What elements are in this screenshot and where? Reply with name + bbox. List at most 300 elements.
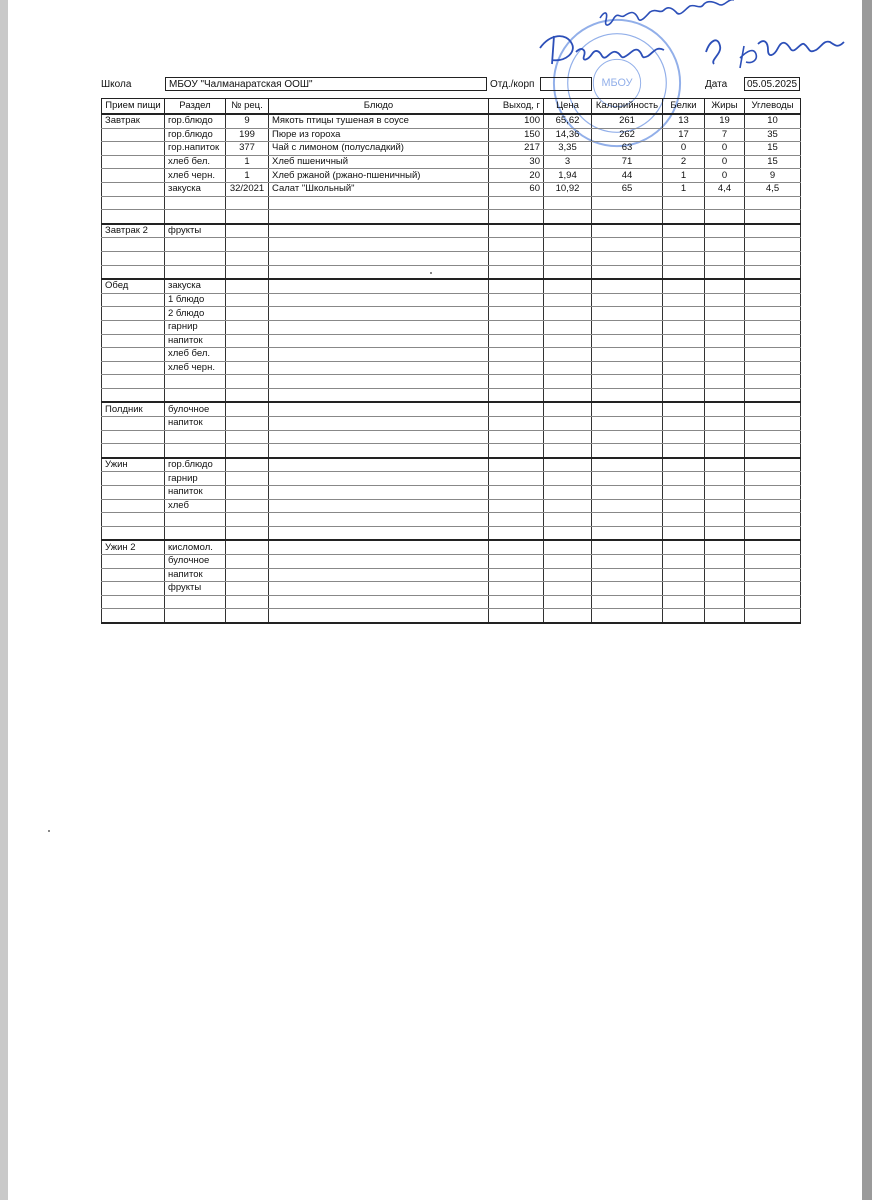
fat-cell: 0 (705, 155, 745, 169)
output-cell (489, 555, 544, 569)
meal-name-cell (102, 307, 165, 321)
section-cell: закуска (165, 182, 226, 196)
price-cell (544, 265, 592, 279)
table-row (102, 582, 801, 596)
calories-cell (592, 279, 663, 293)
protein-cell (663, 417, 705, 431)
table-row (102, 265, 801, 279)
protein-cell (663, 540, 705, 554)
calories-cell (592, 417, 663, 431)
calories-cell (592, 526, 663, 540)
protein-cell: 2 (663, 155, 705, 169)
section-cell: закуска (165, 279, 226, 293)
output-cell (489, 499, 544, 513)
fat-cell (705, 526, 745, 540)
price-cell (544, 307, 592, 321)
dish-cell (269, 293, 489, 307)
price-cell (544, 486, 592, 500)
carbs-cell (745, 526, 801, 540)
carbs-cell (745, 251, 801, 265)
fat-cell (705, 361, 745, 375)
calories-cell (592, 375, 663, 389)
carbs-cell (745, 582, 801, 596)
output-cell (489, 238, 544, 252)
meal-name-cell (102, 128, 165, 142)
table-row (102, 513, 801, 527)
carbs-cell (745, 595, 801, 609)
calories-cell (592, 293, 663, 307)
table-row (102, 458, 801, 472)
table-row (102, 499, 801, 513)
price-cell (544, 458, 592, 472)
table-row (102, 568, 801, 582)
carbs-cell (745, 279, 801, 293)
table-row (102, 526, 801, 540)
protein-cell (663, 361, 705, 375)
output-cell (489, 472, 544, 486)
section-cell: гарнир (165, 320, 226, 334)
price-cell (544, 224, 592, 238)
output-cell: 60 (489, 182, 544, 196)
fat-cell (705, 279, 745, 293)
column-header: Раздел (165, 99, 226, 115)
protein-cell (663, 472, 705, 486)
section-cell: напиток (165, 568, 226, 582)
recipe-number-cell: 377 (226, 142, 269, 156)
price-cell (544, 320, 592, 334)
fat-cell (705, 238, 745, 252)
output-cell: 20 (489, 169, 544, 183)
output-cell (489, 320, 544, 334)
meal-group (102, 279, 801, 402)
protein-cell: 13 (663, 114, 705, 128)
section-cell (165, 265, 226, 279)
recipe-number-cell (226, 402, 269, 416)
protein-cell (663, 430, 705, 444)
price-cell: 3 (544, 155, 592, 169)
dish-cell (269, 265, 489, 279)
meal-name-cell: Обед (102, 279, 165, 293)
calories-cell (592, 348, 663, 362)
recipe-number-cell: 1 (226, 169, 269, 183)
fat-cell (705, 595, 745, 609)
fat-cell (705, 568, 745, 582)
protein-cell (663, 402, 705, 416)
fat-cell (705, 388, 745, 402)
price-cell (544, 417, 592, 431)
recipe-number-cell (226, 458, 269, 472)
fat-cell (705, 458, 745, 472)
section-cell (165, 210, 226, 224)
calories-cell (592, 307, 663, 321)
recipe-number-cell: 9 (226, 114, 269, 128)
output-cell (489, 388, 544, 402)
meal-name-cell: Полдник (102, 402, 165, 416)
protein-cell (663, 210, 705, 224)
output-cell (489, 513, 544, 527)
section-cell: фрукты (165, 224, 226, 238)
section-cell: хлеб бел. (165, 155, 226, 169)
output-cell (489, 293, 544, 307)
table-row (102, 334, 801, 348)
section-cell: гор.блюдо (165, 128, 226, 142)
recipe-number-cell (226, 251, 269, 265)
section-cell: булочное (165, 555, 226, 569)
section-cell: напиток (165, 417, 226, 431)
scan-edge-left (0, 0, 8, 1200)
price-cell (544, 238, 592, 252)
meal-name-cell (102, 388, 165, 402)
price-cell (544, 196, 592, 210)
fat-cell (705, 334, 745, 348)
column-header: Прием пищи (102, 99, 165, 115)
dish-cell (269, 595, 489, 609)
carbs-cell: 9 (745, 169, 801, 183)
calories-cell (592, 540, 663, 554)
output-cell (489, 251, 544, 265)
output-cell (489, 210, 544, 224)
price-cell (544, 555, 592, 569)
carbs-cell (745, 499, 801, 513)
table-row (102, 196, 801, 210)
output-cell (489, 402, 544, 416)
branch-label: Отд./корп (490, 79, 535, 90)
fat-cell: 19 (705, 114, 745, 128)
carbs-cell: 15 (745, 155, 801, 169)
meal-name-cell: Завтрак 2 (102, 224, 165, 238)
recipe-number-cell (226, 388, 269, 402)
section-cell (165, 430, 226, 444)
school-label: Школа (101, 79, 132, 90)
fat-cell: 0 (705, 142, 745, 156)
meal-group (102, 114, 801, 224)
recipe-number-cell (226, 499, 269, 513)
carbs-cell (745, 458, 801, 472)
fat-cell (705, 375, 745, 389)
price-cell (544, 595, 592, 609)
meal-name-cell (102, 499, 165, 513)
meal-name-cell: Завтрак (102, 114, 165, 128)
dish-cell (269, 458, 489, 472)
protein-cell (663, 499, 705, 513)
meal-name-cell (102, 361, 165, 375)
protein-cell (663, 224, 705, 238)
table-row (102, 444, 801, 458)
fat-cell (705, 402, 745, 416)
dish-cell (269, 238, 489, 252)
protein-cell (663, 279, 705, 293)
meal-name-cell (102, 293, 165, 307)
fat-cell (705, 555, 745, 569)
table-row (102, 279, 801, 293)
dish-cell (269, 526, 489, 540)
section-cell: хлеб бел. (165, 348, 226, 362)
calories-cell (592, 513, 663, 527)
column-header: № рец. (226, 99, 269, 115)
price-cell (544, 444, 592, 458)
recipe-number-cell (226, 472, 269, 486)
recipe-number-cell (226, 375, 269, 389)
section-cell: хлеб черн. (165, 361, 226, 375)
calories-cell (592, 582, 663, 596)
protein-cell (663, 251, 705, 265)
section-cell: 1 блюдо (165, 293, 226, 307)
meal-name-cell: Ужин 2 (102, 540, 165, 554)
carbs-cell (745, 402, 801, 416)
calories-cell (592, 265, 663, 279)
recipe-number-cell: 1 (226, 155, 269, 169)
carbs-cell (745, 361, 801, 375)
output-cell (489, 334, 544, 348)
meal-name-cell (102, 210, 165, 224)
section-cell: 2 блюдо (165, 307, 226, 321)
table-row (102, 182, 801, 196)
fat-cell (705, 293, 745, 307)
fat-cell (705, 513, 745, 527)
fat-cell (705, 444, 745, 458)
table-row (102, 486, 801, 500)
fat-cell (705, 609, 745, 623)
calories-cell (592, 458, 663, 472)
table-row (102, 210, 801, 224)
table-row (102, 609, 801, 623)
price-cell (544, 582, 592, 596)
meal-group (102, 540, 801, 623)
dish-cell (269, 444, 489, 458)
meal-name-cell (102, 155, 165, 169)
protein-cell (663, 238, 705, 252)
carbs-cell (745, 293, 801, 307)
recipe-number-cell (226, 417, 269, 431)
protein-cell: 17 (663, 128, 705, 142)
protein-cell (663, 526, 705, 540)
dish-cell: Пюре из гороха (269, 128, 489, 142)
section-cell: булочное (165, 402, 226, 416)
recipe-number-cell (226, 348, 269, 362)
protein-cell (663, 555, 705, 569)
scan-speck (430, 272, 432, 274)
recipe-number-cell (226, 513, 269, 527)
price-cell: 1,94 (544, 169, 592, 183)
section-cell (165, 251, 226, 265)
fat-cell: 4,4 (705, 182, 745, 196)
protein-cell: 0 (663, 142, 705, 156)
table-row (102, 128, 801, 142)
fat-cell: 7 (705, 128, 745, 142)
protein-cell (663, 334, 705, 348)
meal-name-cell (102, 555, 165, 569)
meal-name-cell (102, 430, 165, 444)
dish-cell (269, 388, 489, 402)
output-cell (489, 279, 544, 293)
price-cell: 3,35 (544, 142, 592, 156)
fat-cell (705, 472, 745, 486)
meal-name-cell (102, 265, 165, 279)
recipe-number-cell (226, 444, 269, 458)
protein-cell (663, 320, 705, 334)
recipe-number-cell (226, 279, 269, 293)
carbs-cell: 10 (745, 114, 801, 128)
calories-cell (592, 555, 663, 569)
section-cell (165, 609, 226, 623)
protein-cell (663, 582, 705, 596)
carbs-cell (745, 320, 801, 334)
price-cell (544, 348, 592, 362)
protein-cell: 1 (663, 169, 705, 183)
recipe-number-cell (226, 582, 269, 596)
dish-cell: Салат "Школьный" (269, 182, 489, 196)
protein-cell (663, 375, 705, 389)
recipe-number-cell (226, 486, 269, 500)
output-cell (489, 348, 544, 362)
carbs-cell (745, 609, 801, 623)
calories-cell (592, 251, 663, 265)
table-row (102, 320, 801, 334)
table-row (102, 114, 801, 128)
recipe-number-cell (226, 210, 269, 224)
meal-name-cell (102, 320, 165, 334)
protein-cell (663, 568, 705, 582)
price-cell (544, 361, 592, 375)
carbs-cell (745, 555, 801, 569)
column-header: Выход, г (489, 99, 544, 115)
meal-name-cell (102, 169, 165, 183)
recipe-number-cell (226, 568, 269, 582)
price-cell: 65,62 (544, 114, 592, 128)
carbs-cell (745, 417, 801, 431)
protein-cell (663, 444, 705, 458)
section-cell (165, 595, 226, 609)
protein-cell (663, 265, 705, 279)
carbs-cell (745, 472, 801, 486)
dish-cell (269, 582, 489, 596)
output-cell (489, 430, 544, 444)
recipe-number-cell (226, 609, 269, 623)
output-cell (489, 375, 544, 389)
protein-cell (663, 348, 705, 362)
protein-cell (663, 513, 705, 527)
protein-cell (663, 196, 705, 210)
fat-cell (705, 196, 745, 210)
dish-cell (269, 361, 489, 375)
dish-cell (269, 279, 489, 293)
table-row (102, 430, 801, 444)
table-row (102, 417, 801, 431)
output-cell: 100 (489, 114, 544, 128)
calories-cell (592, 224, 663, 238)
protein-cell (663, 388, 705, 402)
dish-cell: Чай с лимоном (полусладкий) (269, 142, 489, 156)
column-header: Блюдо (269, 99, 489, 115)
section-cell: напиток (165, 486, 226, 500)
calories-cell: 44 (592, 169, 663, 183)
meal-name-cell (102, 417, 165, 431)
carbs-cell (745, 348, 801, 362)
meal-name-cell (102, 334, 165, 348)
fat-cell (705, 210, 745, 224)
fat-cell (705, 417, 745, 431)
recipe-number-cell (226, 320, 269, 334)
fat-cell (705, 307, 745, 321)
price-cell (544, 210, 592, 224)
recipe-number-cell (226, 361, 269, 375)
output-cell: 30 (489, 155, 544, 169)
calories-cell (592, 430, 663, 444)
price-cell (544, 568, 592, 582)
price-cell (544, 334, 592, 348)
table-header-row (102, 99, 801, 115)
carbs-cell (745, 444, 801, 458)
section-cell (165, 238, 226, 252)
output-cell (489, 196, 544, 210)
recipe-number-cell (226, 224, 269, 238)
price-cell (544, 402, 592, 416)
carbs-cell (745, 224, 801, 238)
recipe-number-cell (226, 595, 269, 609)
calories-cell: 65 (592, 182, 663, 196)
price-cell (544, 472, 592, 486)
price-cell (544, 375, 592, 389)
recipe-number-cell (226, 196, 269, 210)
calories-cell: 261 (592, 114, 663, 128)
recipe-number-cell: 32/2021 (226, 182, 269, 196)
dish-cell (269, 348, 489, 362)
fat-cell (705, 582, 745, 596)
meal-name-cell (102, 595, 165, 609)
section-cell (165, 526, 226, 540)
section-cell: гор.напиток (165, 142, 226, 156)
meal-name-cell (102, 142, 165, 156)
section-cell: гор.блюдо (165, 458, 226, 472)
output-cell (489, 417, 544, 431)
carbs-cell (745, 196, 801, 210)
carbs-cell (745, 430, 801, 444)
stamp-label: МБОУ (601, 76, 633, 89)
fat-cell (705, 348, 745, 362)
carbs-cell: 15 (745, 142, 801, 156)
column-header: Белки (663, 99, 705, 115)
meal-name-cell (102, 486, 165, 500)
recipe-number-cell (226, 265, 269, 279)
table-row (102, 251, 801, 265)
branch-field (540, 77, 592, 91)
table-row (102, 307, 801, 321)
carbs-cell (745, 307, 801, 321)
meal-name-cell (102, 348, 165, 362)
calories-cell: 63 (592, 142, 663, 156)
dish-cell (269, 196, 489, 210)
recipe-number-cell (226, 293, 269, 307)
dish-cell (269, 472, 489, 486)
recipe-number-cell: 199 (226, 128, 269, 142)
fat-cell (705, 430, 745, 444)
dish-cell (269, 540, 489, 554)
recipe-number-cell (226, 307, 269, 321)
table-row (102, 540, 801, 554)
dish-cell (269, 320, 489, 334)
output-cell (489, 458, 544, 472)
meal-name-cell (102, 238, 165, 252)
meal-name-cell (102, 568, 165, 582)
meal-name-cell (102, 513, 165, 527)
scan-speck (48, 830, 50, 832)
section-cell: кисломол. (165, 540, 226, 554)
calories-cell (592, 444, 663, 458)
recipe-number-cell (226, 238, 269, 252)
dish-cell (269, 609, 489, 623)
column-header: Углеводы (745, 99, 801, 115)
calories-cell: 262 (592, 128, 663, 142)
